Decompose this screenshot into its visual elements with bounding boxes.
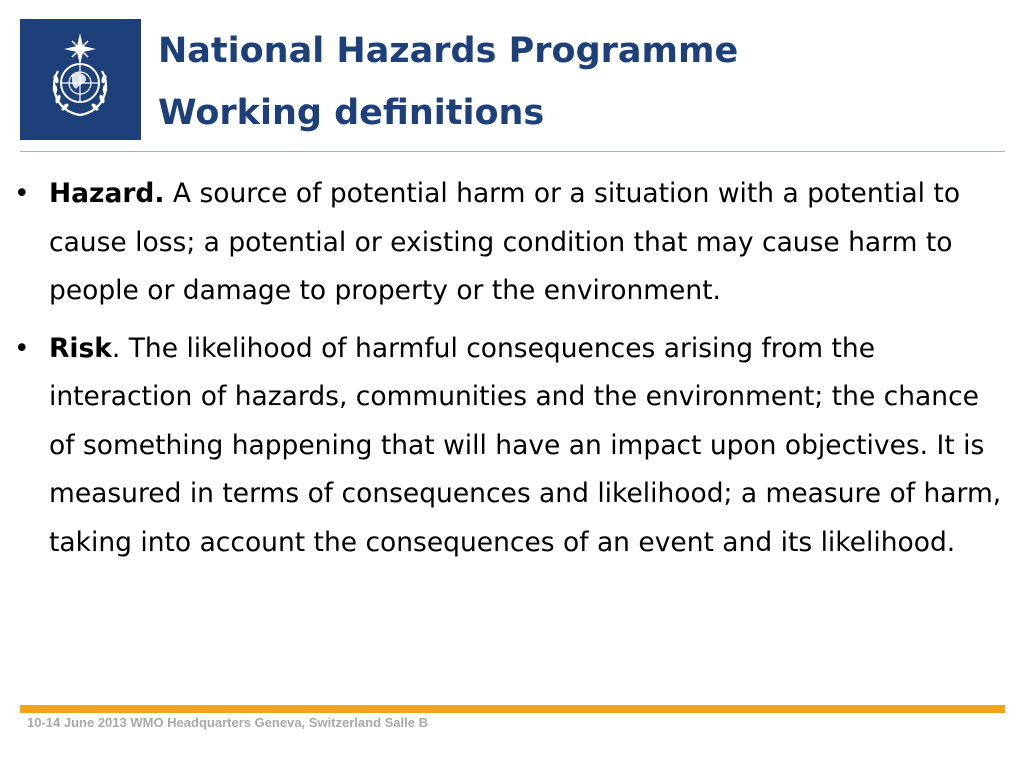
wmo-emblem-icon [20, 19, 141, 140]
bullet-hazard [14, 170, 1010, 316]
bullet-marker: • [14, 332, 30, 364]
risk-term: Risk [49, 332, 112, 364]
hazard-definition: A source of potential harm or a situation with a potential to cause loss; a potential or existing condition that may cause harm to people or damage to property or the environment. [49, 178, 961, 306]
footer-text: 10-14 June 2013 WMO Headquarters Geneva, Switzerland Salle B [27, 715, 428, 730]
bullet-risk [14, 325, 1010, 568]
bullet-list [14, 170, 1010, 576]
title-divider [20, 151, 1005, 152]
footer-divider [20, 705, 1005, 713]
wmo-logo [20, 19, 141, 140]
slide-title-line-1: National Hazards Programme [158, 31, 739, 71]
hazard-term: Hazard. [49, 178, 165, 209]
risk-definition: . The likelihood of harmful consequences arising from the interaction of hazards, communities and the environment; the chance of something happening that will have an impact upon objectives. It is measured in terms of consequences and likelihood; a measure of harm, taking into account the consequences of an event and its likelihood. [49, 332, 1002, 558]
bullet-marker: • [14, 178, 30, 209]
slide-title-line-2: Working definitions [158, 93, 545, 133]
